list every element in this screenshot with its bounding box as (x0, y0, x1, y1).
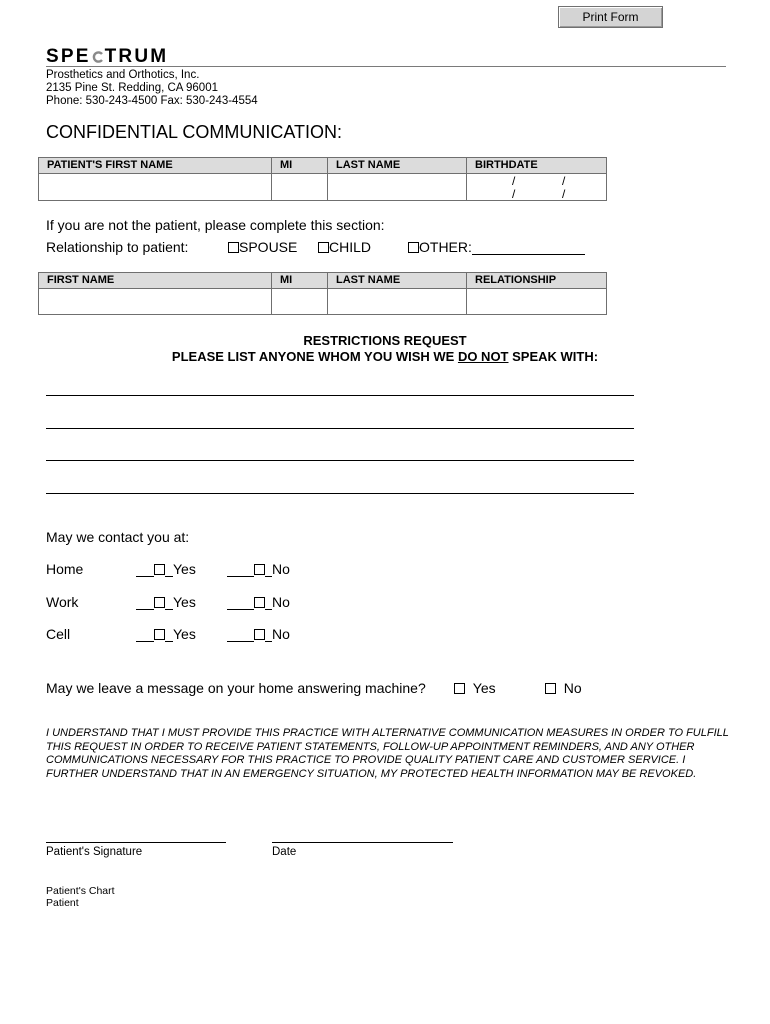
spouse-checkbox[interactable] (228, 242, 239, 253)
restriction-line-3[interactable] (46, 460, 634, 461)
contact-home-yes[interactable] (136, 561, 196, 577)
message-question: May we leave a message on your home answering machine? (46, 680, 426, 696)
birthdate-slash: / (512, 174, 516, 188)
contact-work-label: Work (46, 594, 79, 610)
contact-cell-no[interactable] (227, 626, 290, 642)
blank-line (136, 626, 154, 642)
home-yes-label: Yes (173, 561, 196, 577)
blank-line (265, 594, 272, 610)
option-spouse[interactable] (228, 239, 297, 255)
page-title: CONFIDENTIAL COMMUNICATION: (46, 122, 342, 142)
relation-first-name-field[interactable] (39, 289, 272, 315)
blank-line (136, 561, 154, 577)
child-label: CHILD (329, 239, 372, 255)
header-patient-first-name: PATIENT'S FIRST NAME (39, 158, 272, 174)
blank-line (227, 561, 254, 577)
blank-line (165, 594, 173, 610)
other-blank-line[interactable] (472, 239, 585, 255)
logo-ring-icon (92, 51, 104, 63)
work-no-checkbox[interactable] (254, 597, 265, 608)
blank-line (227, 594, 254, 610)
relation-relationship-field[interactable] (467, 289, 607, 315)
date-label: Date (272, 846, 297, 858)
signature-label: Patient's Signature (46, 846, 143, 858)
message-no-checkbox[interactable] (545, 683, 556, 694)
other-checkbox[interactable] (408, 242, 419, 253)
home-no-checkbox[interactable] (254, 564, 265, 575)
blank-line (227, 626, 254, 642)
restriction-line-2[interactable] (46, 428, 634, 429)
contact-cell-yes[interactable] (136, 626, 196, 642)
message-yes-option[interactable] (454, 680, 496, 696)
cell-no-checkbox[interactable] (254, 629, 265, 640)
birthdate-slash: / (562, 187, 566, 201)
home-no-label: No (272, 561, 290, 577)
contact-question: May we contact you at: (46, 529, 190, 545)
birthdate-slash: / (562, 174, 566, 188)
home-yes-checkbox[interactable] (154, 564, 165, 575)
blank-line (265, 561, 272, 577)
cell-yes-checkbox[interactable] (154, 629, 165, 640)
header-relationship: RELATIONSHIP (467, 273, 607, 289)
contact-work-no[interactable] (227, 594, 290, 610)
footer-copy-chart: Patient's Chart (46, 885, 115, 897)
header-last-name: LAST NAME (328, 273, 467, 289)
contact-cell-label: Cell (46, 626, 71, 642)
contact-home-label: Home (46, 561, 84, 577)
company-street: 2135 Pine St. Redding, CA 96001 (46, 82, 218, 94)
blank-line (165, 626, 173, 642)
cell-yes-label: Yes (173, 626, 196, 642)
restrictions-subtitle (0, 349, 770, 364)
patient-mi-field[interactable] (272, 174, 328, 201)
header-mi: MI (272, 273, 328, 289)
option-other[interactable] (408, 239, 585, 255)
logo-text-left: SPE (46, 46, 91, 67)
logo-text-right: TRUM (104, 46, 169, 67)
company-name: Prosthetics and Orthotics, Inc. (46, 69, 200, 81)
relation-mi-field[interactable] (272, 289, 328, 315)
footer-copy-patient: Patient (46, 897, 79, 909)
patient-birthdate-field[interactable] (467, 174, 607, 201)
message-yes-checkbox[interactable] (454, 683, 465, 694)
message-no-option[interactable] (545, 680, 582, 696)
spectrum-logo (46, 46, 168, 68)
header-last-name: LAST NAME (328, 158, 467, 174)
relationship-label: Relationship to patient: (46, 239, 189, 255)
restrictions-title: RESTRICTIONS REQUEST (303, 333, 467, 348)
blank-line (136, 594, 154, 610)
birthdate-slash: / (512, 187, 516, 201)
disclaimer-text: I UNDERSTAND THAT I MUST PROVIDE THIS PRACTICE WITH ALTERNATIVE COMMUNICATION MEASURES IN ORDER TO FULFILL THIS REQUEST IN ORDER TO RECEIVE PATIENT STATEMENTS, FOLLOW-UP APPOINTMENT REMINDERS, AND ANY OTHER COMMUNICATIONS NECESSARY FOR THIS PRACTICE TO PROVIDE QUALITY PATIENT CARE AND CUSTOMER SERVICE. I FURTHER UNDERSTAND THAT IN AN EMERGENCY SITUATION, MY PROTECTED HEALTH INFORMATION MAY BE REVOKED. (46, 727, 729, 780)
date-line[interactable] (272, 842, 453, 843)
patient-first-name-field[interactable] (39, 174, 272, 201)
header-first-name: FIRST NAME (39, 273, 272, 289)
message-no-label: No (563, 680, 582, 696)
header-mi: MI (272, 158, 328, 174)
restrictions-subtitle-pre: PLEASE LIST ANYONE WHOM YOU WISH WE (171, 349, 458, 364)
header-divider (46, 66, 726, 67)
relation-info-table (38, 272, 607, 315)
header-birthdate: BIRTHDATE (467, 158, 607, 174)
work-yes-label: Yes (173, 594, 196, 610)
patient-info-table (38, 157, 607, 201)
company-phone: Phone: 530-243-4500 Fax: 530-243-4554 (46, 95, 258, 107)
blank-line (165, 561, 173, 577)
non-patient-instruction: If you are not the patient, please complete this section: (46, 217, 385, 233)
blank-line (265, 626, 272, 642)
other-label: OTHER: (419, 239, 472, 255)
option-child[interactable] (318, 239, 371, 255)
cell-no-label: No (272, 626, 290, 642)
restrictions-subtitle-post: SPEAK WITH: (508, 349, 599, 364)
spouse-label: SPOUSE (239, 239, 298, 255)
restriction-line-4[interactable] (46, 493, 634, 494)
patient-last-name-field[interactable] (328, 174, 467, 201)
message-yes-label: Yes (472, 680, 496, 696)
print-form-button[interactable]: Print Form (558, 6, 663, 28)
work-no-label: No (272, 594, 290, 610)
child-checkbox[interactable] (318, 242, 329, 253)
work-yes-checkbox[interactable] (154, 597, 165, 608)
restrictions-subtitle-emphasis: DO NOT (457, 349, 509, 364)
relation-last-name-field[interactable] (328, 289, 467, 315)
contact-work-yes[interactable] (136, 594, 196, 610)
contact-home-no[interactable] (227, 561, 290, 577)
signature-line[interactable] (46, 842, 226, 843)
restriction-line-1[interactable] (46, 395, 634, 396)
